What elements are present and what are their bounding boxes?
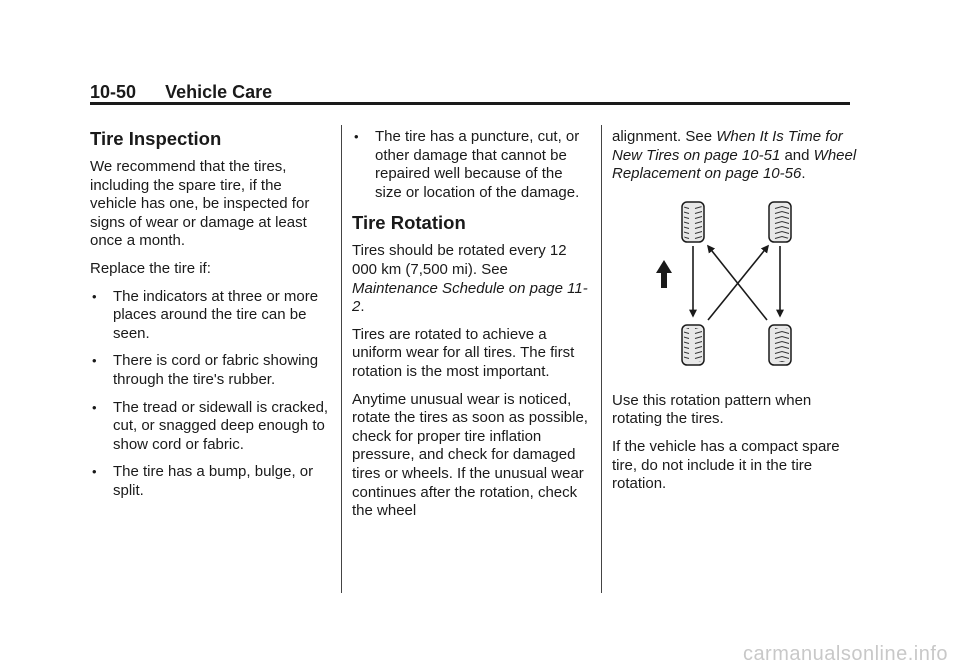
header-rule bbox=[90, 102, 850, 105]
column-divider-2 bbox=[601, 125, 602, 593]
tire-icon bbox=[682, 325, 704, 365]
list-item: • The indicators at three or more places around the tire can be seen. bbox=[90, 288, 330, 344]
watermark: carmanualsonline.info bbox=[742, 643, 948, 665]
replace-list-continued bbox=[352, 128, 592, 202]
tire-rotation-diagram bbox=[612, 200, 832, 380]
column-1 bbox=[90, 128, 330, 510]
unusual-wear-note: Anytime unusual wear is noticed, rotate the tires as soon as possible, check for proper tire inflation pressure, and check for damaged tires or wheels. If the unusual wear continues after the rotation, check the wheel bbox=[352, 390, 588, 520]
wheel-replacement-link[interactable]: Wheel Replacement on page 10-56 bbox=[612, 146, 857, 183]
column-3 bbox=[612, 128, 857, 503]
new-tires-link[interactable]: When It Is Time for New Tires on page 10-51 bbox=[612, 128, 843, 164]
pattern-caption: Use this rotation pattern when rotating the tires. bbox=[612, 391, 812, 428]
maintenance-schedule-link[interactable]: Maintenance Schedule on page 11-2 bbox=[352, 279, 588, 316]
list-item: • The tire has a bump, bulge, or split. bbox=[90, 463, 330, 500]
tire-rotation-heading: Tire Rotation bbox=[352, 212, 466, 234]
column-divider-1 bbox=[341, 125, 342, 593]
tire-icon bbox=[769, 325, 791, 365]
list-item: • There is cord or fabric showing through the tire's rubber. bbox=[90, 352, 330, 389]
replace-list bbox=[90, 288, 330, 501]
list-item: • The tire has a puncture, cut, or other damage that cannot be repaired well because of the size or location of the damage. bbox=[352, 128, 592, 202]
rotation-purpose: Tires are rotated to achieve a uniform wear for all tires. The first rotation is the most important. bbox=[352, 325, 575, 380]
column-2 bbox=[352, 128, 592, 530]
tire-inspection-heading: Tire Inspection bbox=[90, 128, 222, 149]
tire-icon bbox=[682, 202, 704, 242]
compact-spare-note: If the vehicle has a compact spare tire, do not include it in the tire rotation. bbox=[612, 437, 840, 493]
replace-lead: Replace the tire if: bbox=[90, 259, 211, 277]
list-item: • The tread or sidewall is cracked, cut, or snagged deep enough to show cord or fabric. bbox=[90, 399, 330, 455]
rotation-interval: Tires should be rotated every 12 000 km (7,500 mi). See Maintenance Schedule on page 11-2. bbox=[352, 242, 588, 316]
section-title: Vehicle Care bbox=[165, 82, 273, 102]
page-number: 10-50 bbox=[90, 82, 137, 102]
page-header bbox=[90, 82, 272, 103]
forward-arrow-icon bbox=[656, 260, 672, 288]
tire-icon bbox=[769, 202, 791, 242]
alignment-note: alignment. See When It Is Time for New Tires on page 10-51 and Wheel Replacement on page 10-56. bbox=[612, 128, 857, 183]
inspection-intro: We recommend that the tires, including the spare tire, if the vehicle has one, be inspected for signs of wear or damage at least once a month. bbox=[90, 158, 310, 250]
